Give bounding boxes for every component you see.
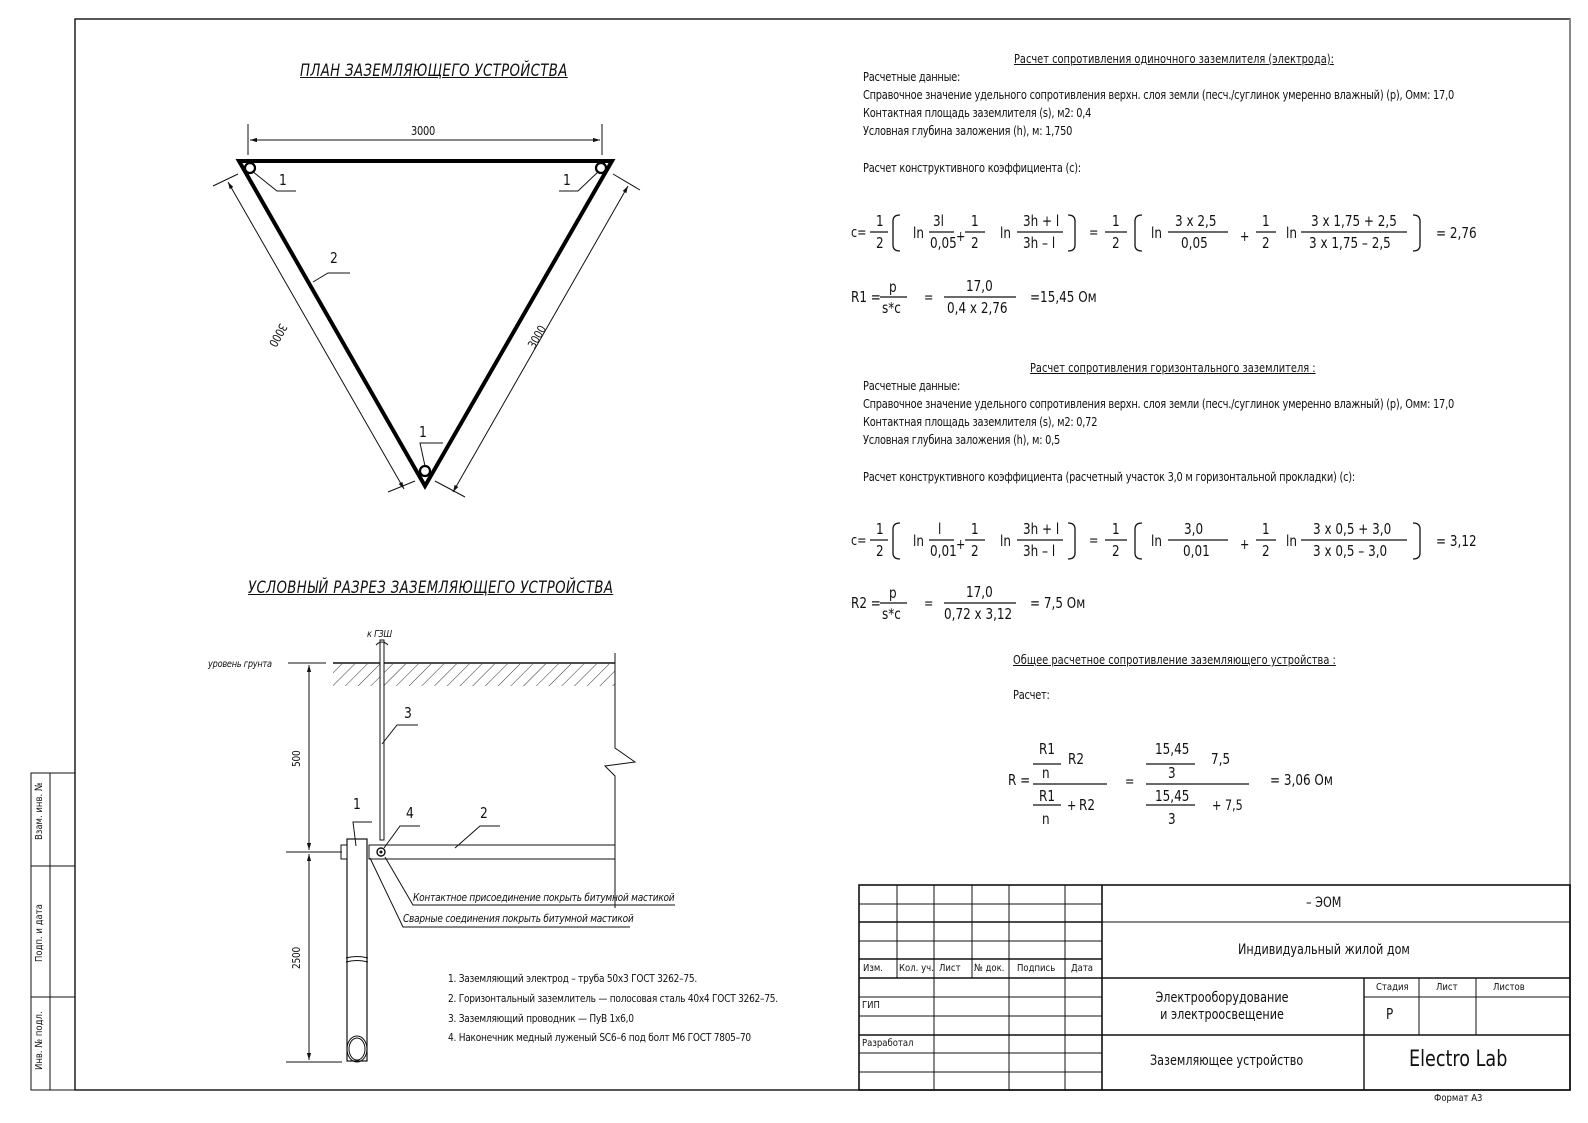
calc2-coef-label: Расчет конструктивного коэффициента (расчетный участок 3,0 м горизонтальной прокладки) (c): <box>863 470 1355 484</box>
calc1-line: Справочное значение удельного сопротивления верхн. слоя земли (песч./суглинок умеренно влажный) (p), Омм: 17,0 <box>863 88 1454 102</box>
stamp-section-name: Электрооборудование и электроосвещение <box>1155 990 1289 1023</box>
section-title: УСЛОВНЫЙ РАЗРЕЗ ЗАЗЕМЛЯЮЩЕГО УСТРОЙСТВА <box>248 578 614 598</box>
plan-title: ПЛАН ЗАЗЕМЛЯЮЩЕГО УСТРОЙСТВА <box>300 61 568 81</box>
stamp-sheets-label: Листов <box>1493 982 1525 993</box>
calc2-r-result: = 7,5 Ом <box>1030 594 1086 612</box>
callout-1: 1 <box>419 423 427 441</box>
calc1-coef-label: Расчет конструктивного коэффициента (c): <box>863 161 1081 175</box>
stamp-col-label: Дата <box>1071 963 1094 974</box>
to-gzsh-label: к ГЗШ <box>367 629 392 640</box>
electrode-mark <box>245 163 255 173</box>
dim-2500: 2500 <box>290 947 303 969</box>
calc2-line: Расчетные данные: <box>863 379 961 393</box>
stamp-col-label: Изм. <box>863 963 884 974</box>
callout-2: 2 <box>480 804 488 822</box>
callout-1: 1 <box>563 171 571 189</box>
callout-1: 1 <box>279 171 287 189</box>
plan-dim-top: 3000 <box>411 124 436 138</box>
callout-2: 2 <box>330 249 338 267</box>
calc1-heading: Расчет сопротивления одиночного заземлителя (электрода): <box>1014 52 1334 66</box>
total-result: = 3,06 Ом <box>1270 771 1333 789</box>
electrode-pipe <box>347 839 367 1061</box>
earth-conductor <box>380 640 384 840</box>
stamp-role-gip: ГИП <box>862 1000 880 1011</box>
stamp-sheet-label: Лист <box>1436 982 1458 993</box>
total-heading: Общее расчетное сопротивление заземляющего устройства : <box>1013 653 1336 667</box>
electrode-mark <box>596 163 606 173</box>
callout-4: 4 <box>406 804 414 822</box>
calc2-line: Контактная площадь заземлителя (s), м2: 0,72 <box>863 415 1098 429</box>
calc2-c-result: = 3,12 <box>1436 532 1477 550</box>
stamp-col-label: Кол. уч. <box>899 963 934 974</box>
calc1-line: Расчетные данные: <box>863 70 961 84</box>
callout-3: 3 <box>404 704 412 722</box>
calc2-heading: Расчет сопротивления горизонтального заземлителя : <box>1030 361 1316 375</box>
callout-1: 1 <box>353 795 361 813</box>
calc1-c-result: = 2,76 <box>1436 224 1477 242</box>
stamp-object: Индивидуальный жилой дом <box>1238 942 1410 958</box>
stamp-company: Electro Lab <box>1409 1047 1508 1072</box>
horizontal-strip <box>369 845 615 859</box>
plan-dim-right: 3000 <box>525 323 550 351</box>
calc1-line: Условная глубина заложения (h), м: 1,750 <box>863 124 1073 138</box>
legend-item: 1. Заземляющий электрод – труба 50х3 ГОСТ 3262–75. <box>448 972 697 985</box>
note-contact: Контактное присоединение покрыть битумной мастикой <box>413 891 675 904</box>
ground-level-label: уровень грунта <box>208 659 272 670</box>
stamp-code: – ЭОМ <box>1306 895 1342 911</box>
legend-item: 2. Горизонтальный заземлитель — полосовая сталь 40х4 ГОСТ 3262–75. <box>448 992 778 1005</box>
plan-dim-left: 3000 <box>266 321 290 350</box>
dimension-line <box>228 182 404 489</box>
note-weld: Сварные соединения покрыть битумной мастикой <box>403 912 634 925</box>
side-stamp-cell: Инв. № подл. <box>34 1011 45 1070</box>
stamp-col-label: Подпись <box>1017 963 1056 974</box>
side-stamp-cell: Подп. и дата <box>34 904 45 962</box>
stamp-sheet-name: Заземляющее устройство <box>1150 1053 1304 1069</box>
legend-item: 4. Наконечник медный луженый SC6–6 под болт М6 ГОСТ 7805–70 <box>448 1031 751 1044</box>
calc1-line: Контактная площадь заземлителя (s), м2: 0,4 <box>863 106 1092 120</box>
dim-500: 500 <box>290 750 303 767</box>
stamp-col-label: Лист <box>939 963 961 974</box>
stamp-format: Формат А3 <box>1434 1093 1483 1104</box>
stamp-role-dev: Разработал <box>862 1038 914 1049</box>
plan-drawing <box>213 124 640 497</box>
electrode-mark <box>420 466 430 476</box>
calc2-line: Справочное значение удельного сопротивления верхн. слоя земли (песч./суглинок умеренно влажный) (p), Омм: 17,0 <box>863 397 1454 411</box>
calc1-r-result: =15,45 Ом <box>1030 288 1097 306</box>
legend-item: 3. Заземляющий проводник — ПуВ 1х6,0 <box>448 1012 634 1025</box>
stamp-stage-value: Р <box>1386 1005 1394 1023</box>
calc2-line: Условная глубина заложения (h), м: 0,5 <box>863 433 1061 447</box>
side-stamp <box>31 773 155 1090</box>
total-calc-label: Расчет: <box>1013 688 1050 702</box>
stamp-col-label: № док. <box>974 963 1005 974</box>
side-stamp-cell: Взам. инв. № <box>34 782 45 840</box>
stamp-stage-label: Стадия <box>1376 982 1409 993</box>
